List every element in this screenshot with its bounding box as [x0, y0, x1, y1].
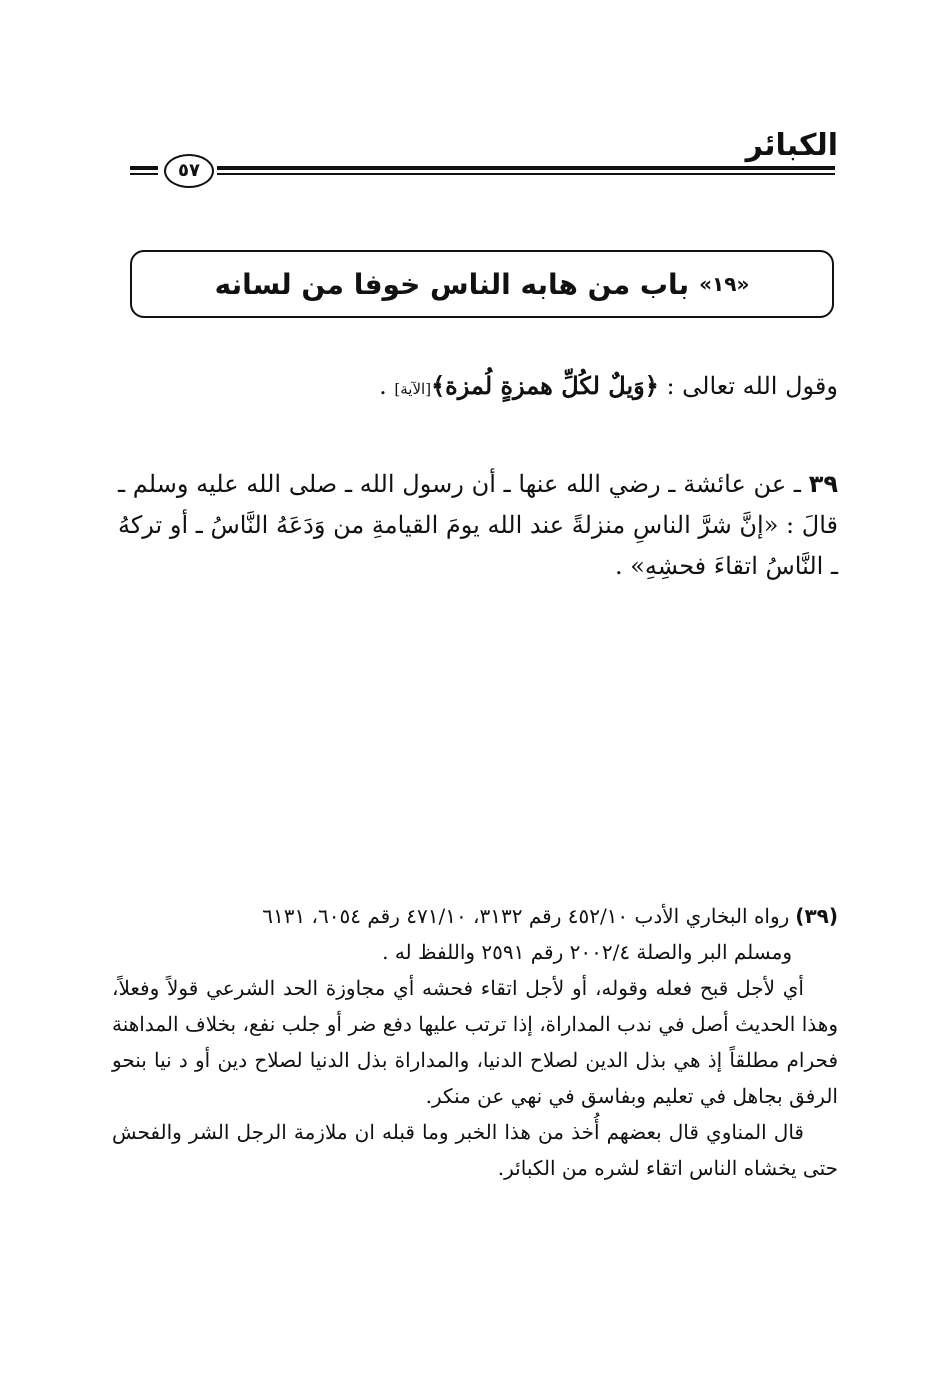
header-rule [130, 160, 835, 181]
rule-left-thick [130, 166, 158, 170]
chapter-title: باب من هابه الناس خوفا من لسانه [214, 267, 690, 301]
verse-intro: وقول الله تعالى : [666, 372, 838, 400]
verse-line [118, 366, 838, 409]
verse-ref: [الآية] [394, 380, 432, 398]
chapter-heading [130, 250, 834, 318]
footnote-source-line [112, 898, 838, 934]
footnote-para-2-text: قال المناوي قال بعضهم أُخذ من هذا الخبر وما قبله ان ملازمة الرجل الشر والفحش حتى يخشاه الناس اتقاء لشره من الكبائر. [112, 1120, 838, 1180]
footnote-number: (٣٩) [795, 904, 838, 928]
quran-text: ﴿وَيلٌ لكُلِّ همزةٍ لُمزة﴾ [431, 371, 659, 400]
hadith-paragraph [118, 464, 838, 587]
rule-main-thin [217, 173, 835, 175]
chapter-number: «١٩» [699, 272, 750, 296]
footnote-para-1-text: أي لأجل قبح فعله وقوله، أو لأجل اتقاء فحشه أي مجاوزة الحد الشرعي قولاً وفعلاً، وهذا الحديث أصل في ندب المداراة، إذا ترتب عليها دفع ضر أو جلب نفع، بخلاف المداهنة فحرام مطلقاً إذ هي بذل الدين لصلاح الدنيا، والمداراة بذل الدنيا لصلاح دين أو د نيا بنحو الرفق بجاهل في تعليم وبفاسق في نهي عن منكر. [112, 976, 838, 1108]
hadith-number: ٣٩ [808, 470, 838, 498]
page-number: ٥٧ [164, 154, 214, 188]
footnote-line-2: ومسلم البر والصلة ٢٠٠٢/٤ رقم ٢٥٩١ واللفظ له . [382, 940, 792, 964]
footnotes [112, 898, 838, 1186]
footnote-line-1: رواه البخاري الأدب ٤٥٢/١٠ رقم ٣١٣٢، ٤٧١/١٠ رقم ٦٠٥٤، ٦١٣١ [262, 904, 790, 928]
rule-left-thin [130, 173, 158, 175]
rule-main-thick [217, 166, 835, 170]
footnote-paragraph-2 [112, 1114, 838, 1186]
running-title: الكبائر [745, 128, 838, 163]
verse-end: . [379, 372, 387, 400]
footnote-paragraph-1 [112, 970, 838, 1114]
hadith-text: ـ عن عائشة ـ رضي الله عنها ـ أن رسول الله ـ صلى الله عليه وسلم ـ قالَ : «إنَّ شرَّ الناسِ منزلةً عند الله يومَ القيامةِ من وَدَعَهُ النَّاسُ ـ أو تركهُ ـ النَّاسُ اتقاءَ فحشِهِ» . [118, 470, 838, 580]
